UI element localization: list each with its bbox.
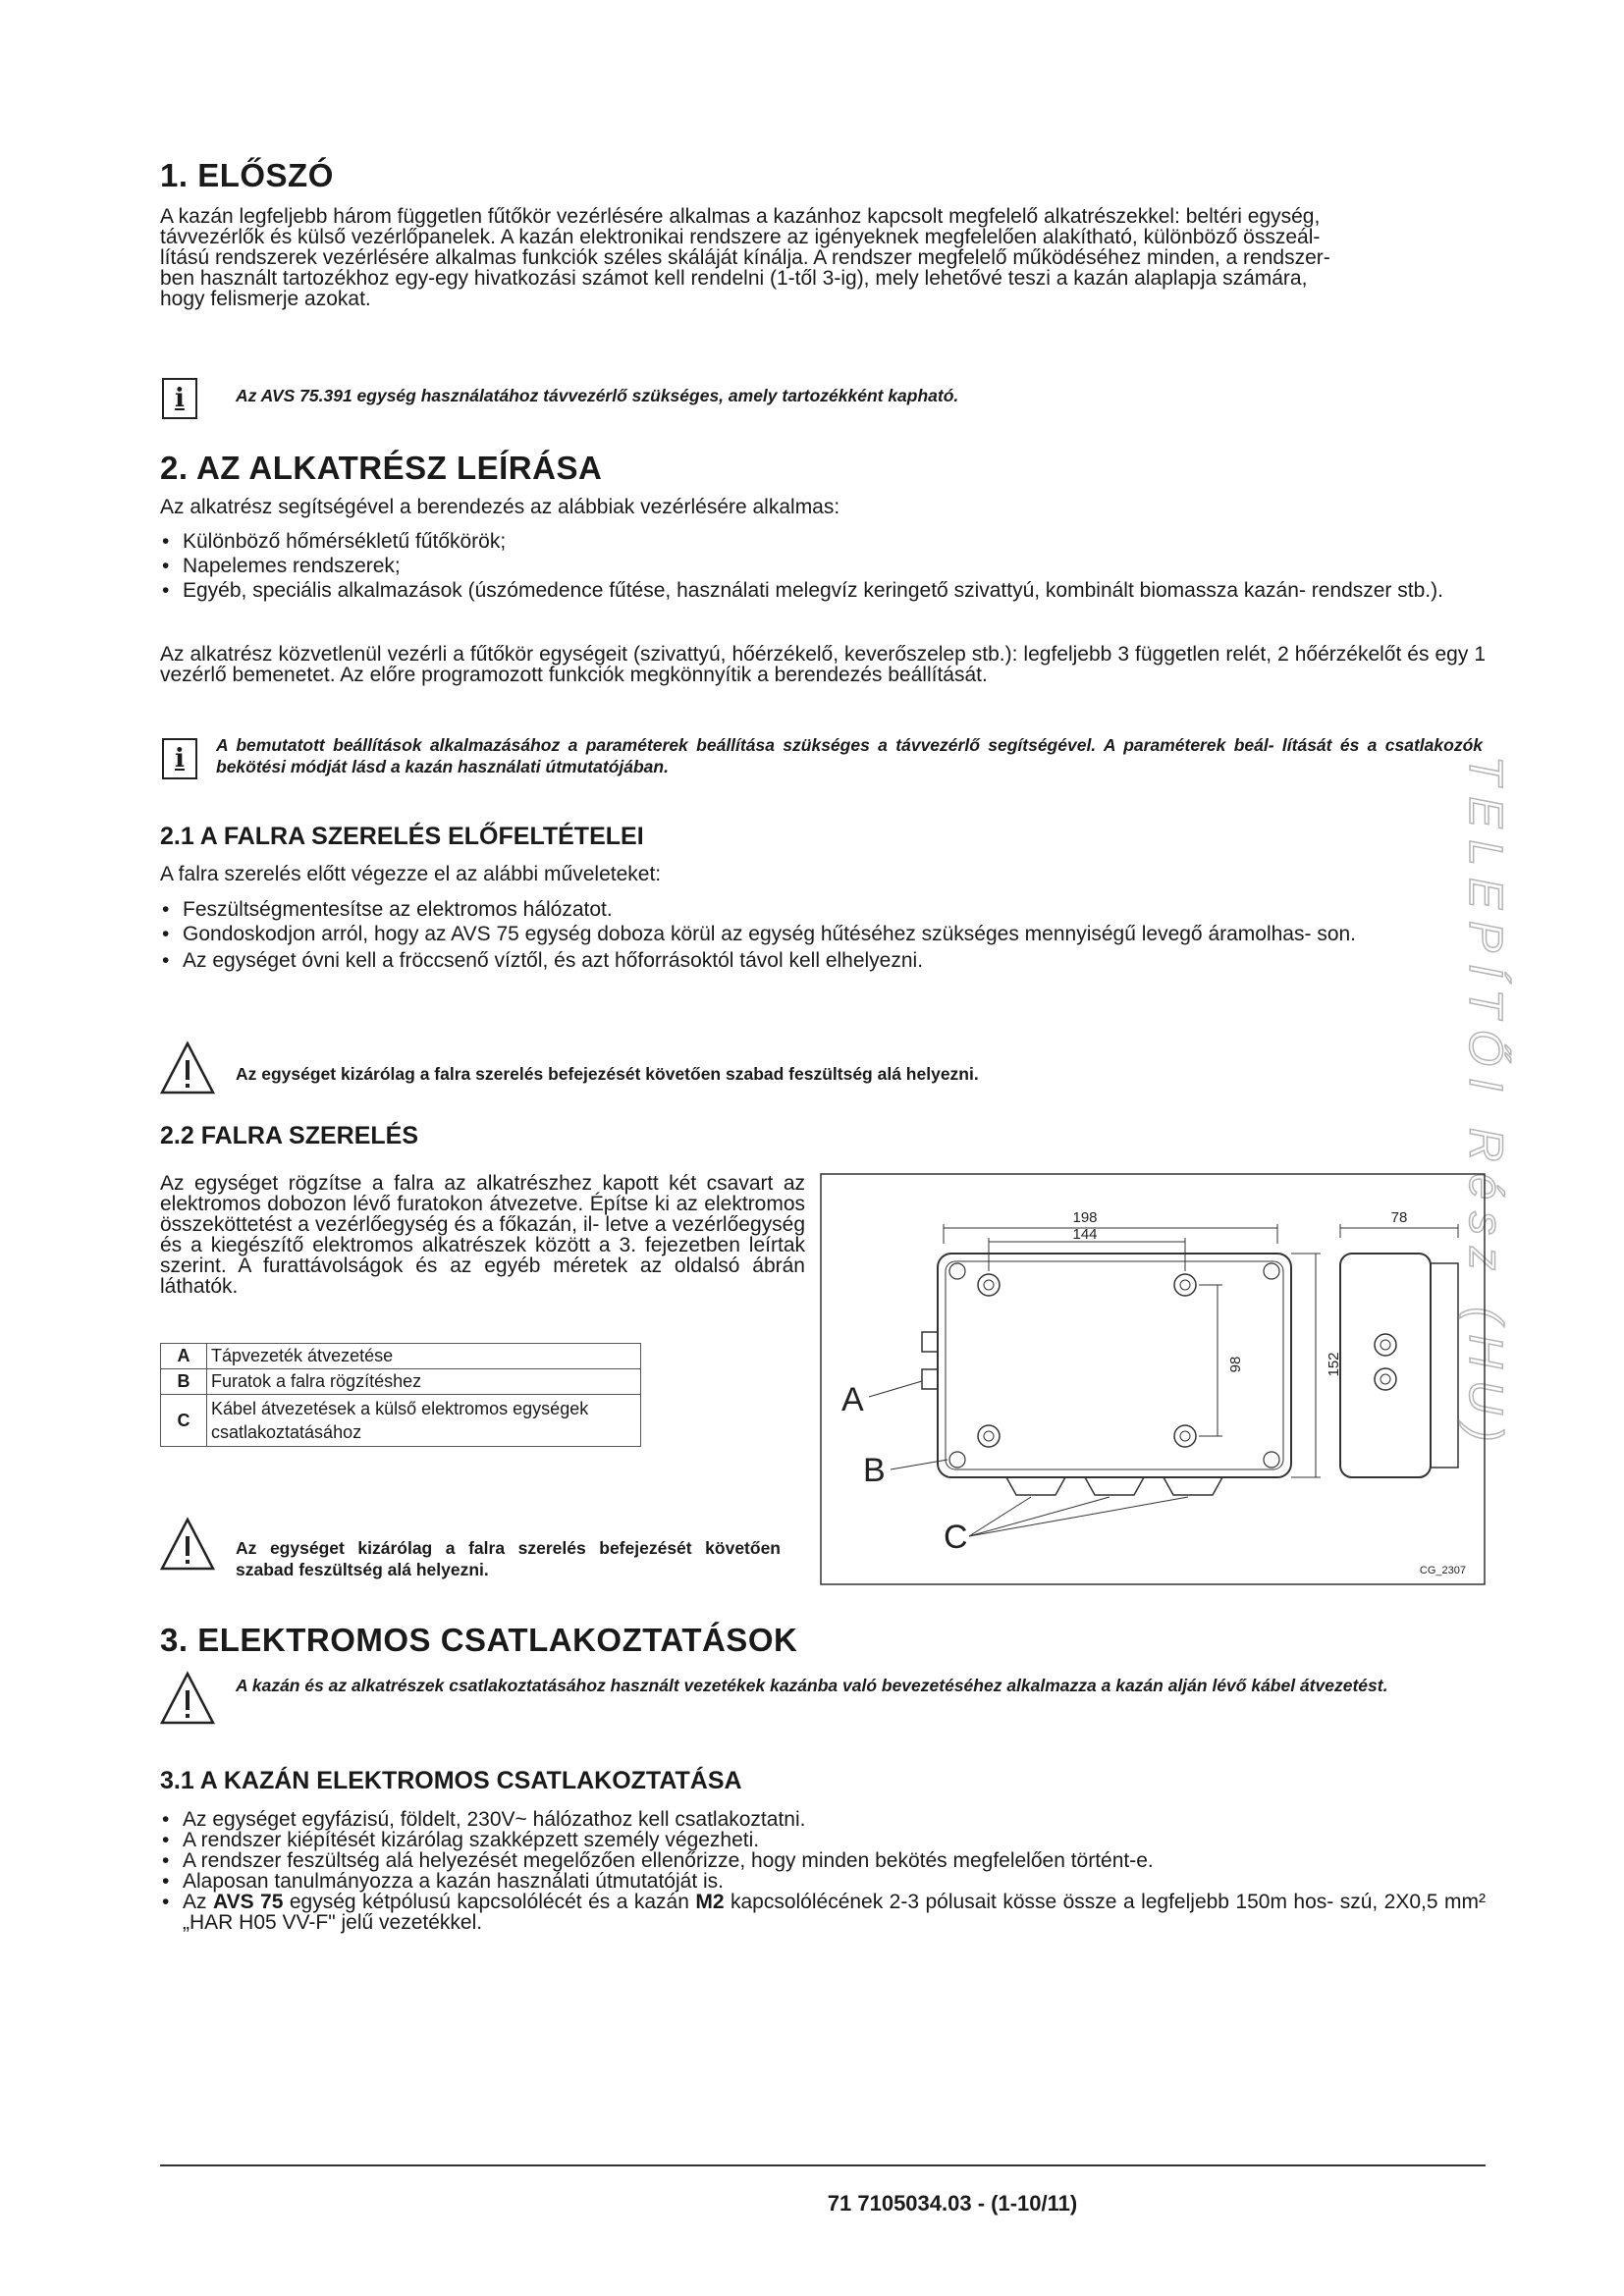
footer-divider bbox=[160, 2164, 1486, 2166]
table-row bbox=[161, 1395, 641, 1447]
section-1-line: hogy felismerje azokat. bbox=[160, 288, 371, 310]
section-1-title: 1. ELŐSZÓ bbox=[160, 157, 334, 193]
list-item: • Egyéb, speciális alkalmazások (úszómedence fűtése, használati melegvíz keringető szivattyú, kombinált biomassza kazán- rendszer stb.). bbox=[160, 580, 1486, 601]
section-2-1-intro: A falra szerelés előtt végezze el az alábbi műveleteket: bbox=[160, 863, 662, 885]
mounting-dimension-figure bbox=[820, 1173, 1486, 1585]
section-1-line: távvezérlők és külső vezérlőpanelek. A kazán elektronikai rendszere az igényeknek megfelelően alakítható, különböző összeál- bbox=[160, 226, 1321, 248]
callout-c: C bbox=[944, 1519, 968, 1556]
callout-b: B bbox=[863, 1452, 886, 1489]
section-2-2-warning: Az egységet kizárólag a falra szerelés befejezését követően szabad feszültség alá helyezni. bbox=[236, 1538, 781, 1579]
section-1-line: A kazán legfeljebb három független fűtőkör vezérlésére alkalmas a kazánhoz kapcsolt megfelelő alkatrészekkel: beltéri egység, bbox=[160, 205, 1321, 228]
warning-icon bbox=[159, 1517, 216, 1572]
legend-table bbox=[160, 1343, 641, 1447]
section-3-1-title: 3.1 A KAZÁN ELEKTROMOS CSATLAKOZTATÁSA bbox=[160, 1767, 742, 1794]
section-2-2-title: 2.2 FALRA SZERELÉS bbox=[160, 1122, 419, 1149]
warning-icon bbox=[159, 1041, 216, 1095]
dimension-78: 78 bbox=[1390, 1209, 1408, 1226]
legend-text: Tápvezeték átvezetése bbox=[207, 1344, 641, 1369]
section-2-intro: Az alkatrész segítségével a berendezés az alábbiak vezérlésére alkalmas: bbox=[160, 496, 840, 518]
sidebar-section-label: TELEPÍTŐI Rész (HU) bbox=[1459, 756, 1511, 1454]
section-3-1-list bbox=[160, 1809, 1486, 1933]
list-text: egység kétpólusú kapcsolólécét és a kazán bbox=[283, 1891, 696, 1913]
section-2-1-list bbox=[160, 899, 1486, 971]
list-item bbox=[160, 1892, 1486, 1933]
dimension-198: 198 bbox=[1072, 1209, 1098, 1226]
table-row bbox=[161, 1344, 641, 1369]
section-1-body bbox=[160, 206, 1486, 309]
list-item: • Különböző hőmérsékletű fűtőkörök; bbox=[160, 531, 1486, 552]
footer-document-code: 71 7105034.03 - (1-10/11) bbox=[827, 2191, 1078, 2216]
info-icon: i bbox=[162, 378, 197, 419]
legend-key: C bbox=[161, 1395, 207, 1447]
list-item: • Napelemes rendszerek; bbox=[160, 556, 1486, 576]
legend-key: A bbox=[161, 1344, 207, 1369]
list-item: • Alaposan tanulmányozza a kazán használati útmutatóját is. bbox=[160, 1871, 1486, 1892]
dimension-98: 98 bbox=[1227, 1356, 1244, 1373]
info-icon: i bbox=[162, 738, 197, 779]
table-row bbox=[161, 1369, 641, 1395]
list-item: • Feszültségmentesítse az elektromos hálózatot. bbox=[160, 899, 1486, 920]
section-1-line: ben használt tartozékhoz egy-egy hivatkozási számot kell rendelni (1-től 3-ig), mely lehetővé teszi a kazán alaplapja számára, bbox=[160, 267, 1308, 290]
legend-text: Furatok a falra rögzítéshez bbox=[207, 1369, 641, 1395]
section-2-1-warning: Az egységet kizárólag a falra szerelés befejezését követően szabad feszültség alá helyezni. bbox=[236, 1064, 979, 1084]
section-3-warning: A kazán és az alkatrészek csatlakoztatásához használt vezetékek kazánba való bevezetéséhez alkalmazza a kazán alján lévő kábel átvezetést. bbox=[236, 1676, 1388, 1695]
list-text-bold: AVS 75 bbox=[212, 1891, 284, 1913]
figure-code: CG_2307 bbox=[1419, 1565, 1466, 1576]
dimension-144: 144 bbox=[1072, 1226, 1098, 1243]
section-2-1-title: 2.1 A FALRA SZERELÉS ELŐFELTÉTELEI bbox=[160, 823, 644, 850]
list-item: • A rendszer feszültség alá helyezését megelőzően ellenőrizze, hogy minden bekötés megfelelően történt-e. bbox=[160, 1850, 1486, 1871]
list-item: • Gondoskodjon arról, hogy az AVS 75 egység doboza körül az egység hűtéséhez szükséges mennyiségű levegő áramolhas- son. bbox=[160, 924, 1486, 944]
section-3-title: 3. ELEKTROMOS CSATLAKOZTATÁSOK bbox=[160, 1622, 798, 1658]
list-item: • Az egységet óvni kell a fröccsenő víztől, és azt hőforrásoktól távol kell elhelyezni. bbox=[160, 950, 1486, 971]
list-text: Az bbox=[183, 1891, 213, 1913]
section-2-title: 2. AZ ALKATRÉSZ LEÍRÁSA bbox=[160, 450, 603, 486]
section-2-note: A bemutatott beállítások alkalmazásához a paraméterek beállítása szükséges a távvezérlő segítségével. A paraméterek beál- lítását és a csatlakozók bekötési módját lásd a kazán használati útmutatójában. bbox=[216, 735, 1483, 776]
dimension-152: 152 bbox=[1326, 1352, 1342, 1377]
legend-key: B bbox=[161, 1369, 207, 1395]
section-2-para: Az alkatrész közvetlenül vezérli a fűtőkör egységeit (szivattyú, hőérzékelő, keverőszelep stb.): legfeljebb 3 független relét, 2 hőérzékelőt és egy 1 vezérlő bemenetet. Az előre programozott funkciók megkönnyítik a berendezés beállítását. bbox=[160, 643, 1486, 686]
list-item: • Az egységet egyfázisú, földelt, 230V~ hálózathoz kell csatlakoztatni. bbox=[160, 1809, 1486, 1830]
section-1-line: lítású rendszerek vezérlésére alkalmas funkciók széles skáláját kínálja. A rendszer megfelelő működéséhez minden, a rendszer- bbox=[160, 246, 1330, 269]
section-2-list bbox=[160, 531, 1486, 601]
callout-a: A bbox=[841, 1381, 864, 1418]
list-text-bold: M2 bbox=[695, 1891, 725, 1913]
section-2-2-para: Az egységet rögzítse a falra az alkatrészhez kapott két csavart az elektromos dobozon lévő furatokon átvezetve. Építse ki az elektromos összeköttetést a vezérlőegység és a főkazán, il- letve a vezérlőegység és a kiegészítő elektromos alkatrészek között a 3. fejezetben leírtak szerint. A furattávolságok és az egyéb méretek az oldalsó ábrán láthatók. bbox=[160, 1172, 805, 1298]
list-item: • A rendszer kiépítését kizárólag szakképzett személy végezheti. bbox=[160, 1830, 1486, 1850]
list-text: kapcsolólécének 2-3 pólusait kösse össze a legfeljebb 150m hos- szú, 2X0,5 mm² „HAR H05 VV-F" jelű vezetékkel. bbox=[183, 1891, 1486, 1934]
legend-text: Kábel átvezetések a külső elektromos egységek csatlakoztatásához bbox=[207, 1395, 641, 1447]
warning-icon bbox=[159, 1671, 216, 1726]
section-1-note: Az AVS 75.391 egység használatához távvezérlő szükséges, amely tartozékként kapható. bbox=[236, 386, 959, 405]
